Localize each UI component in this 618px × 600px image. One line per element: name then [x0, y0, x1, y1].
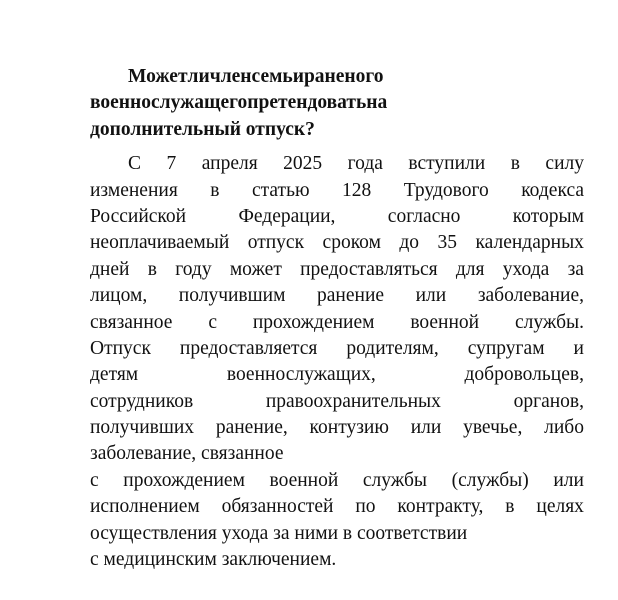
word: контузию [309, 417, 389, 439]
word: целях [536, 496, 584, 518]
word: Может [128, 66, 188, 87]
body-line-3 [90, 204, 584, 230]
document-page [90, 64, 584, 573]
word: силу [545, 153, 584, 175]
word: исполнением [90, 496, 200, 518]
word: органов, [513, 390, 584, 412]
word: правоохранительных [265, 390, 441, 412]
word: с [208, 311, 217, 333]
word: контракту, [397, 496, 484, 518]
word: в [505, 496, 515, 518]
word: семьи [251, 66, 304, 87]
word: Российской [90, 205, 187, 227]
word: член [209, 66, 252, 87]
body-line-15: осуществления ухода за ними в соответствии [90, 522, 468, 544]
word: сроком [322, 232, 381, 254]
word: которым [512, 205, 584, 227]
heading-line-1 [90, 64, 584, 90]
body-line-9 [90, 362, 584, 388]
word: военной [410, 311, 480, 333]
word: С [128, 153, 142, 175]
word: (службы) [451, 469, 529, 491]
word: до [399, 232, 420, 254]
word: за [567, 258, 584, 280]
word: отпуск [247, 232, 305, 254]
word: в [510, 153, 520, 175]
body-line-12: заболевание, связанное [90, 443, 284, 465]
body-line-11 [90, 415, 584, 441]
word: 128 [342, 179, 372, 201]
word: и [573, 337, 584, 359]
word: календарных [475, 232, 584, 254]
word: вступили [408, 153, 486, 175]
word: лицом, [90, 285, 148, 307]
word: или [415, 285, 447, 307]
body-line-1 [90, 151, 584, 177]
word: ли [187, 66, 210, 87]
word: заболевание, [477, 285, 584, 307]
word: раненого [303, 66, 384, 87]
heading-line-2 [90, 90, 584, 116]
word: 2025 [283, 153, 323, 175]
word: 35 [437, 232, 458, 254]
word: претендовать [247, 92, 367, 114]
word: службы [362, 469, 428, 491]
word: в [147, 258, 157, 280]
word: дней [90, 258, 130, 280]
word: в [210, 179, 220, 201]
body-line-4 [90, 230, 584, 256]
word: предоставляется [179, 337, 318, 359]
word: 7 [166, 153, 177, 175]
word: или [410, 417, 442, 439]
word: с [90, 469, 99, 491]
body-line-13 [90, 468, 584, 494]
body-line-7 [90, 310, 584, 336]
word: сотрудников [90, 390, 194, 412]
word: либо [544, 417, 584, 439]
word: супругам [467, 337, 545, 359]
word: или [553, 469, 584, 491]
body-line-14 [90, 494, 584, 520]
word: статью [251, 179, 310, 201]
word: обязанностей [221, 496, 334, 518]
word: прохождением [252, 311, 375, 333]
article-heading [90, 64, 584, 143]
word: на [366, 92, 388, 114]
word: апреля [201, 153, 258, 175]
word: кодекса [521, 179, 584, 201]
word: прохождением [123, 469, 245, 491]
word: изменения [90, 179, 178, 201]
word: родителям, [346, 337, 439, 359]
heading-line-3: дополнительный отпуск? [90, 118, 315, 140]
word: ухода [502, 258, 550, 280]
body-line-6 [90, 283, 584, 309]
body-line-5 [90, 257, 584, 283]
word: Трудового [403, 179, 489, 201]
word: году [175, 258, 212, 280]
word: ранение, [215, 417, 288, 439]
word: военной [269, 469, 339, 491]
word: для [455, 258, 485, 280]
word: ранение [317, 285, 385, 307]
body-line-8 [90, 336, 584, 362]
word: года [347, 153, 383, 175]
word: получившим [178, 285, 286, 307]
word: получивших [90, 417, 195, 439]
word: предоставляться [300, 258, 438, 280]
word: увечье, [463, 417, 523, 439]
body-line-16: с медицинским заключением. [90, 549, 337, 571]
word: военнослужащих, [226, 364, 376, 386]
word: может [229, 258, 282, 280]
body-line-2 [90, 178, 584, 204]
word: добровольцев, [464, 364, 584, 386]
body-line-10 [90, 389, 584, 415]
word: детям [90, 364, 139, 386]
word: службы. [514, 311, 584, 333]
word: неоплачиваемый [90, 232, 230, 254]
word: по [355, 496, 376, 518]
article-body [90, 151, 584, 573]
word: Отпуск [90, 337, 151, 359]
word: согласно [387, 205, 461, 227]
word: Федерации, [238, 205, 336, 227]
word: военнослужащего [90, 92, 248, 114]
word: связанное [90, 311, 173, 333]
